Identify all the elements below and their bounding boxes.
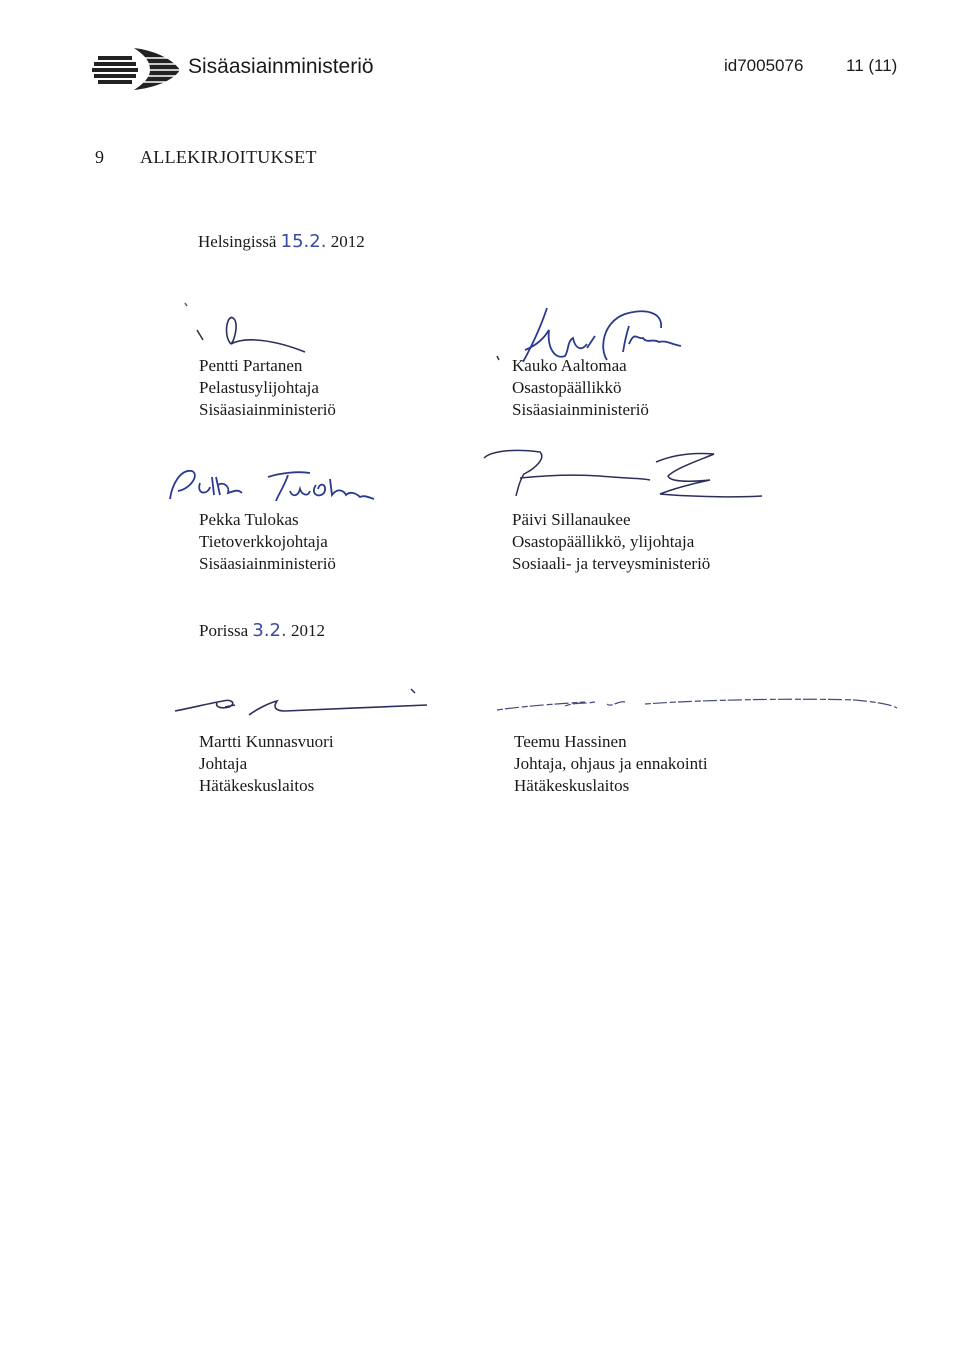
signature-martti-kunnasvuori [165,685,435,725]
handwritten-date: 3.2. [252,620,287,641]
ministry-name: Sisäasiainministeriö [188,55,374,78]
signature-pentti-partanen [175,300,335,360]
signer-organization: Hätäkeskuslaitos [199,776,315,795]
signer-block [512,355,649,421]
signature-paivi-sillanaukee [480,438,770,508]
section-number: 9 [95,147,104,167]
date-year: 2012 [330,232,365,251]
signature-pekka-tulokas [160,455,390,515]
signer-organization: Hätäkeskuslaitos [514,776,630,795]
signer-block [199,731,334,797]
ministry-emblem-logo [92,42,182,94]
signer-block [199,355,336,421]
signer-block [514,731,708,797]
place-name: Porissa [199,621,249,640]
signer-title: Pelastusylijohtaja [199,378,319,397]
signer-name: Kauko Aaltomaa [512,356,627,375]
signer-title: Tietoverkkojohtaja [199,532,328,551]
handwritten-date: 15.2. [280,231,327,252]
helsinki-date-line [198,231,365,252]
signer-organization: Sisäasiainministeriö [512,400,649,419]
signer-title: Johtaja [199,754,248,773]
date-year: 2012 [290,621,325,640]
signer-title: Johtaja, ohjaus ja ennakointi [514,754,708,773]
signer-block [199,509,336,575]
signer-name: Teemu Hassinen [514,732,627,751]
signer-name: Pentti Partanen [199,356,303,375]
signer-name: Päivi Sillanaukee [512,510,631,529]
pori-date-line [199,620,325,641]
signer-title: Osastopäällikkö, ylijohtaja [512,532,695,551]
place-name: Helsingissä [198,232,277,251]
signature-teemu-hassinen [495,690,905,720]
signer-organization: Sisäasiainministeriö [199,554,336,573]
document-id: id7005076 [724,56,804,75]
signer-block [512,509,710,575]
signer-organization: Sosiaali- ja terveysministeriö [512,554,711,573]
signer-title: Osastopäällikkö [512,378,622,397]
signer-name: Martti Kunnasvuori [199,732,334,751]
signer-organization: Sisäasiainministeriö [199,400,336,419]
signer-name: Pekka Tulokas [199,510,299,529]
section-title: ALLEKIRJOITUKSET [140,147,317,167]
page-number: 11 (11) [846,56,898,75]
